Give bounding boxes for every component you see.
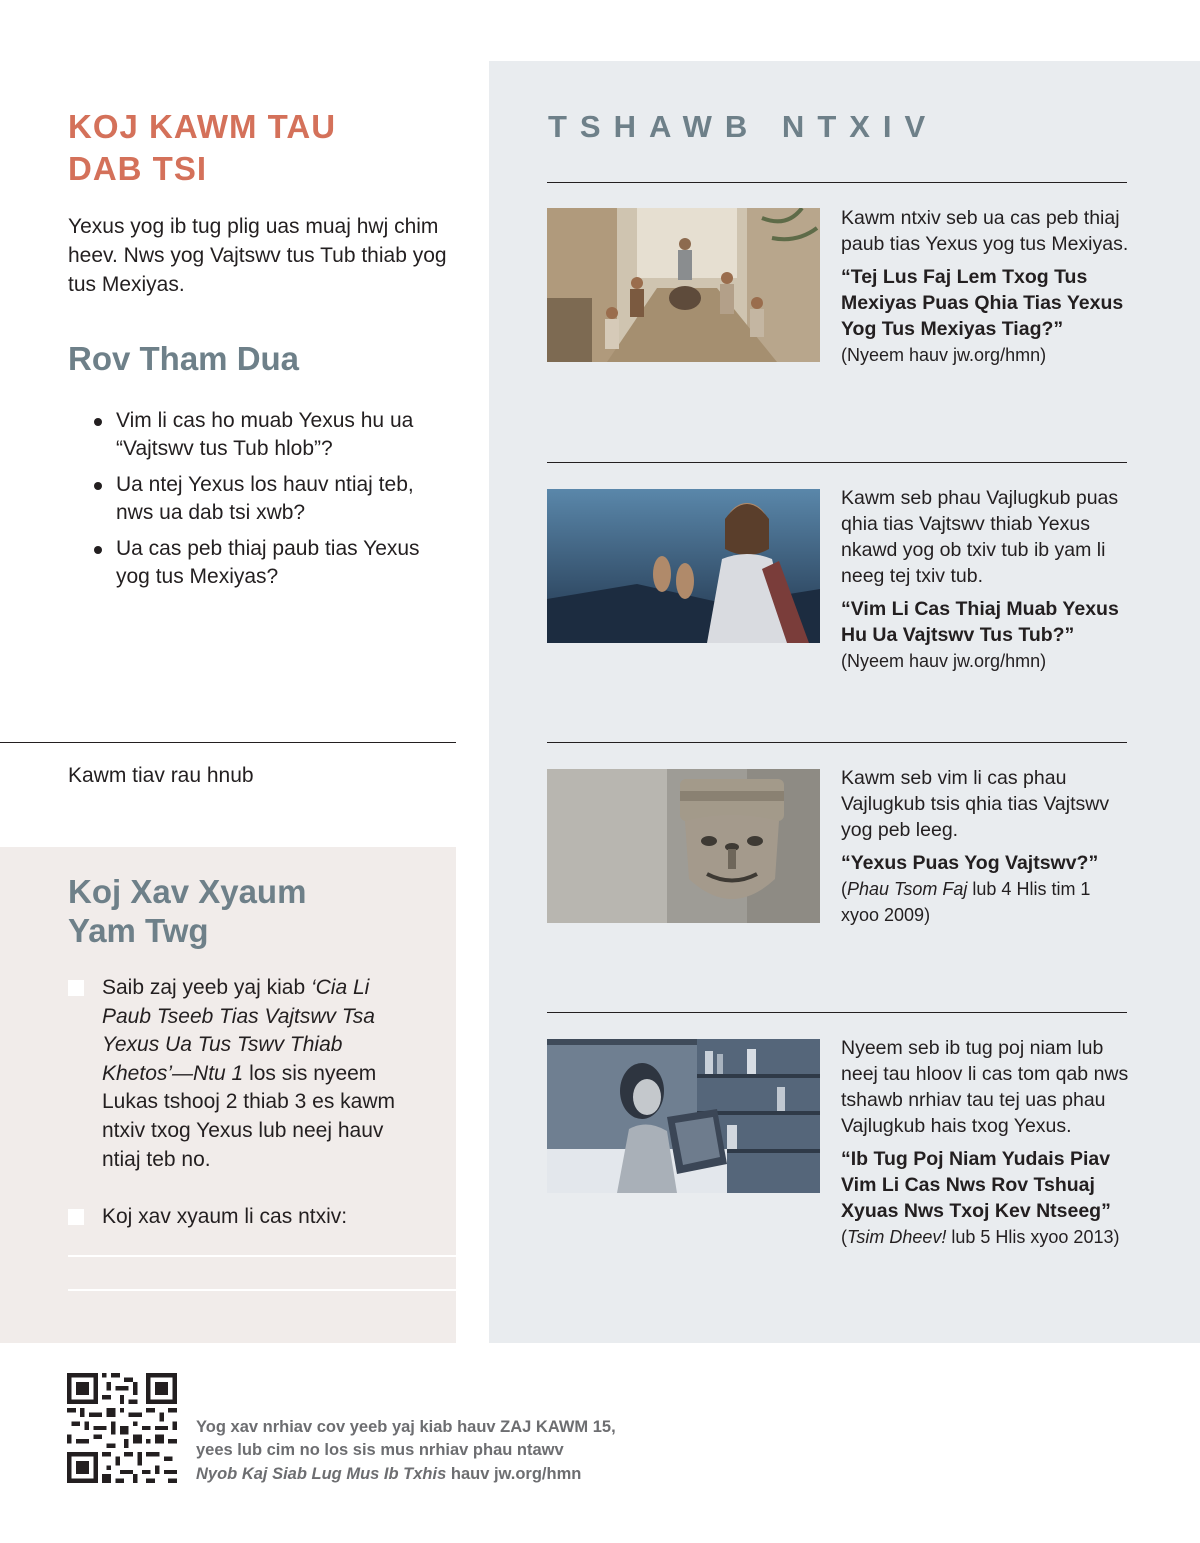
woman-reading-image[interactable] bbox=[547, 1039, 820, 1193]
article-source: (Tsim Dheev! lub 5 Hlis xyoo 2013) bbox=[841, 1227, 1120, 1247]
more-info-title: TSHAWB NTXIV bbox=[548, 109, 939, 144]
review-title: Rov Tham Dua bbox=[68, 340, 300, 377]
bullet-icon bbox=[94, 546, 102, 554]
checkbox[interactable] bbox=[68, 980, 84, 996]
summary-title: KOJ KAWM TAU DAB TSI bbox=[68, 108, 337, 187]
triumphal-entry-image[interactable] bbox=[547, 208, 820, 362]
article-title[interactable]: “Ib Tug Poj Niam Yudais Piav Vim Li Cas Nws Rov Tshuaj Xyuas Nws Txoj Kev Ntseeg” bbox=[841, 1148, 1111, 1222]
review-questions bbox=[92, 407, 452, 599]
write-line[interactable] bbox=[68, 1255, 456, 1257]
divider bbox=[547, 742, 1127, 743]
more-item: Kawm seb phau Vajlugkub puas qhia tias Vajtswv thiab Yexus nkawd yog ob txiv tub ib yam li neeg tej txiv tub. “Vim Li Cas Thiaj Muab Yexus Hu Ua Vajtswv Tus Tub?” (Nyeem hauv jw.org/hmn) bbox=[841, 485, 1131, 674]
summary-text: Yexus yog ib tug plig uas muaj hwj chim heev. Nws yog Vajtswv tus Tub thiab yog tus Mexiyas. bbox=[68, 215, 447, 296]
review-question: Ua cas peb thiaj paub tias Yexus yog tus Mexiyas? bbox=[92, 535, 452, 591]
jesus-praying-image[interactable] bbox=[547, 489, 820, 643]
checkbox[interactable] bbox=[68, 1209, 84, 1225]
article-source: (Phau Tsom Faj lub 4 Hlis tim 1 xyoo 2009) bbox=[841, 879, 1091, 925]
review-question: Vim li cas ho muab Yexus hu ua “Vajtswv tus Tub hlob”? bbox=[92, 407, 452, 463]
divider bbox=[0, 742, 456, 743]
divider bbox=[547, 462, 1127, 463]
trinity-carving-image[interactable] bbox=[547, 769, 820, 923]
task-text: Koj xav xyaum li cas ntxiv: bbox=[102, 1205, 348, 1228]
task-item bbox=[68, 974, 398, 1174]
task-item bbox=[68, 1203, 398, 1232]
more-item: Kawm seb vim li cas phau Vajlugkub tsis qhia tias Vajtswv yog peb leeg. “Yexus Puas Yog Vajtswv?” (Phau Tsom Faj lub 4 Hlis tim 1 xyoo 2009) bbox=[841, 765, 1131, 928]
try-it-title: Koj Xav Xyaum Yam Twg bbox=[68, 873, 307, 949]
review-question: Ua ntej Yexus los hauv ntiaj teb, nws ua dab tsi xwb? bbox=[92, 471, 452, 527]
write-line[interactable] bbox=[68, 1289, 456, 1291]
task-text: Saib zaj yeeb yaj kiab ‘Cia Li Paub Tseeb Tias Vajtswv Tsa Yexus Ua Tus Tswv Thiab Khetos’—Ntu 1 los sis nyeem Lukas tshooj 2 thiab 3 es kawm ntxiv txog Yexus lub neej hauv ntiaj teb no. bbox=[102, 976, 395, 1171]
more-item: Nyeem seb ib tug poj niam lub neej tau hloov li cas tom qab nws tshawb nrhiav tau tej uas phau Vajlugkub hais txog Yexus. “Ib Tug Poj Niam Yudais Piav Vim Li Cas Nws Rov Tshuaj Xyuas Nws Txoj Kev Ntseeg” (Tsim Dheev! lub 5 Hlis xyoo 2013) bbox=[841, 1035, 1131, 1250]
article-title[interactable]: “Tej Lus Faj Lem Txog Tus Mexiyas Puas Qhia Tias Yexus Yog Tus Mexiyas Tiag?” bbox=[841, 266, 1124, 340]
footer-note: Yog xav nrhiav cov yeeb yaj kiab hauv ZAJ KAWM 15, yees lub cim no los sis mus nrhiav phau ntawv Nyob Kaj Siab Lug Mus Ib Txhis hauv jw.org/hmn bbox=[196, 1418, 616, 1483]
article-source: (Nyeem hauv jw.org/hmn) bbox=[841, 345, 1047, 365]
article-title[interactable]: “Vim Li Cas Thiaj Muab Yexus Hu Ua Vajtswv Tus Tub?” bbox=[841, 598, 1119, 646]
bullet-icon bbox=[94, 482, 102, 490]
article-source: (Nyeem hauv jw.org/hmn) bbox=[841, 651, 1047, 671]
qr-code-icon[interactable] bbox=[67, 1373, 177, 1483]
article-title[interactable]: “Yexus Puas Yog Vajtswv?” bbox=[841, 852, 1099, 874]
bullet-icon bbox=[94, 418, 102, 426]
completion-date-label: Kawm tiav rau hnub bbox=[68, 764, 254, 787]
divider bbox=[547, 1012, 1127, 1013]
more-item: Kawm ntxiv seb ua cas peb thiaj paub tias Yexus yog tus Mexiyas. “Tej Lus Faj Lem Txog Tus Mexiyas Puas Qhia Tias Yexus Yog Tus Mexiyas Tiag?” (Nyeem hauv jw.org/hmn) bbox=[841, 205, 1131, 368]
divider bbox=[547, 182, 1127, 183]
